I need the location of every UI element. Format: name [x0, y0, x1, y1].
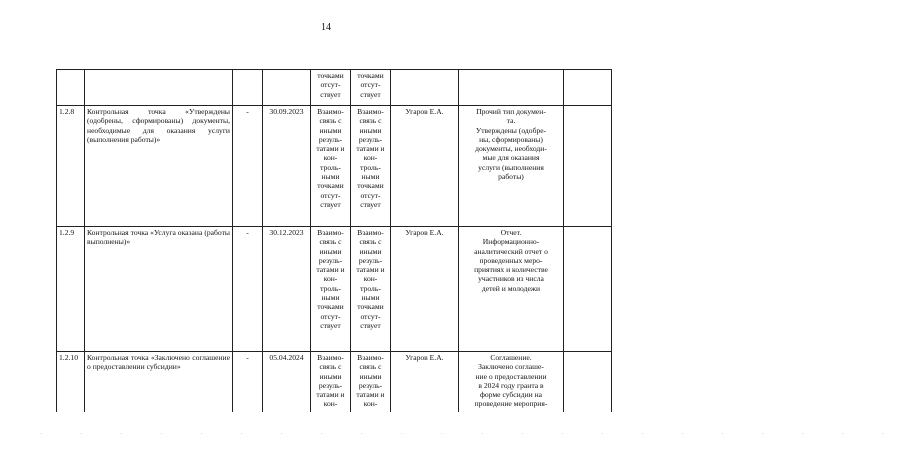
- cell-document-line: Заключено соглаше-: [478, 362, 544, 372]
- cell-name: [85, 106, 233, 227]
- cell-link-1-line: Взаимо-: [317, 107, 344, 116]
- cell-document-line: участников из числа: [478, 274, 544, 284]
- cell-link-2-line: татами и: [356, 144, 385, 154]
- cell-document-line: приятиях и количестве: [474, 265, 548, 275]
- cell-link-2-line: Взаимо-: [357, 228, 384, 237]
- cell-document-line: Отчет.: [500, 228, 522, 237]
- cell-link-2-line: связь с: [359, 237, 382, 247]
- cell-link-2-line: Взаимо-: [357, 107, 384, 116]
- cell-link-1-line: иными: [319, 246, 342, 256]
- cell-extra: [564, 70, 612, 106]
- cell-link-1-line: татами и: [316, 390, 345, 400]
- cell-link-1: [311, 227, 351, 352]
- cell-end: 30.09.2023: [263, 106, 311, 227]
- cell-link-2-line: ными: [361, 172, 380, 182]
- cell-link-1-line: татами и: [316, 144, 345, 154]
- cell-link-1-line: ствует: [320, 320, 341, 330]
- cell-link-1-line: отсут-: [320, 311, 341, 321]
- cell-link-1-line: точками: [317, 181, 344, 191]
- cell-extra: [564, 106, 612, 227]
- cell-link-2-line: ными: [361, 293, 380, 303]
- cell-responsible: Угаров Е.А.: [391, 352, 459, 412]
- cell-link-2-line: троль-: [360, 162, 381, 172]
- cell-link-2-line: связь с: [359, 362, 382, 372]
- cell-link-2-line: ствует: [360, 199, 381, 209]
- cell-document-line: ны, сформированы): [479, 134, 543, 144]
- cell-start: -: [233, 352, 263, 412]
- cell-link-1-line: троль-: [320, 162, 341, 172]
- cell-start: -: [233, 106, 263, 227]
- cell-link-1-line: троль-: [320, 283, 341, 293]
- cell-link-1-line: резуль-: [318, 134, 343, 144]
- cell-document: [459, 70, 564, 106]
- cell-document-line: услуги (выполнения: [478, 162, 544, 172]
- cell-end: 05.04.2024: [263, 352, 311, 412]
- cell-link-2-line: иными: [359, 371, 382, 381]
- link2-line: отсут-: [360, 80, 381, 90]
- cell-link-1-line: точками: [317, 302, 344, 312]
- cell-link-2-line: точками: [357, 302, 384, 312]
- cell-link-2-line: ствует: [360, 320, 381, 330]
- cell-link-1-line: кон-: [323, 399, 338, 409]
- cell-document: [459, 352, 564, 412]
- cell-document: [459, 227, 564, 352]
- cell-link-1-line: ными: [321, 172, 340, 182]
- page-number: 14: [321, 22, 331, 33]
- cell-start: -: [233, 227, 263, 352]
- table-row-continuation: [57, 70, 612, 106]
- cell-link-2-line: точками: [357, 181, 384, 191]
- cell-document-line: та.: [506, 116, 516, 126]
- cell-link-2-line: татами и: [356, 390, 385, 400]
- cell-link-1-line: резуль-: [318, 255, 343, 265]
- cell-link-1-line: Взаимо-: [317, 228, 344, 237]
- table-row: [57, 106, 612, 227]
- control-point-name: Контрольная точка «Услуга оказана (работы выполнены)»: [87, 228, 230, 247]
- cell-link-2: [351, 352, 391, 412]
- cell-responsible: [391, 70, 459, 106]
- cell-document-line: Информационно-: [482, 237, 540, 247]
- cell-document-line: Утверждены (одобре-: [475, 125, 547, 135]
- cell-document-line: в 2024 году гранта в: [478, 380, 544, 390]
- cell-document-line: форме субсидии на: [479, 390, 543, 400]
- cell-link-2: [351, 70, 391, 106]
- cell-link-1-line: связь с: [319, 237, 342, 247]
- cell-link-1-line: Взаимо-: [317, 353, 344, 362]
- table-row: [57, 352, 612, 412]
- cell-end: [263, 70, 311, 106]
- cell-document-line: детей и молодежи: [481, 283, 541, 293]
- cell-name: [85, 352, 233, 412]
- cell-link-1: [311, 106, 351, 227]
- link2-line: ствует: [360, 89, 381, 99]
- cell-link-1: [311, 70, 351, 106]
- cell-num: 1.2.9: [57, 227, 85, 352]
- cell-link-1-line: татами и: [316, 265, 345, 275]
- link2-line: точками: [357, 71, 384, 80]
- cell-document-line: ние о предоставлении: [475, 371, 547, 381]
- table-row: [57, 227, 612, 352]
- cell-link-1-line: связь с: [319, 116, 342, 126]
- cell-link-2-line: кон-: [363, 274, 378, 284]
- link1-line: ствует: [320, 89, 341, 99]
- cell-document-line: аналитический отчет о: [474, 246, 548, 256]
- cell-link-2: [351, 106, 391, 227]
- control-point-name: Контрольная точка «Утверждены (одобрены, сформированы) документы, необходимые для оказания услуги (выполнения работы)»: [87, 107, 230, 144]
- cell-link-1-line: кон-: [323, 274, 338, 284]
- cell-responsible: Угаров Е.А.: [391, 227, 459, 352]
- cell-link-2-line: иными: [359, 125, 382, 135]
- cell-link-2-line: кон-: [363, 153, 378, 163]
- cell-responsible: Угаров Е.А.: [391, 106, 459, 227]
- cell-document-line: проведение мероприя-: [474, 399, 548, 409]
- cell-document-line: работы): [498, 172, 524, 182]
- link1-line: отсут-: [320, 80, 341, 90]
- cell-link-1-line: ствует: [320, 199, 341, 209]
- cell-link-2-line: Взаимо-: [357, 353, 384, 362]
- cell-name: [85, 227, 233, 352]
- cell-end: 30.12.2023: [263, 227, 311, 352]
- scan-noise: · · · · · · · · · · · · · · · · · · · · · ·: [40, 430, 902, 438]
- cell-extra: [564, 352, 612, 412]
- cell-link-2-line: троль-: [360, 283, 381, 293]
- cell-link-1-line: кон-: [323, 153, 338, 163]
- cell-document-line: Прочий тип докумен-: [476, 107, 546, 116]
- cell-name: [85, 70, 233, 106]
- cell-document-line: мые для оказания: [482, 153, 540, 163]
- cell-link-2-line: кон-: [363, 399, 378, 409]
- cell-num: [57, 70, 85, 106]
- cell-link-1-line: резуль-: [318, 380, 343, 390]
- cell-link-1-line: иными: [319, 125, 342, 135]
- cell-link-1-line: иными: [319, 371, 342, 381]
- cell-link-2-line: резуль-: [358, 380, 383, 390]
- cell-link-2: [351, 227, 391, 352]
- cell-link-1-line: ными: [321, 293, 340, 303]
- cell-num: 1.2.10: [57, 352, 85, 412]
- cell-document-line: Соглашение.: [490, 353, 532, 362]
- control-point-name: Контрольная точка «Заключено соглашение о предоставлении субсидии»: [87, 353, 230, 372]
- link1-line: точками: [317, 71, 344, 80]
- cell-start: [233, 70, 263, 106]
- cell-num: 1.2.8: [57, 106, 85, 227]
- cell-link-2-line: отсут-: [360, 190, 381, 200]
- cell-link-1-line: отсут-: [320, 190, 341, 200]
- cell-document-line: проведенных меро-: [479, 255, 543, 265]
- cell-link-2-line: связь с: [359, 116, 382, 126]
- cell-link-1-line: связь с: [319, 362, 342, 372]
- cell-link-2-line: татами и: [356, 265, 385, 275]
- cell-link-2-line: отсут-: [360, 311, 381, 321]
- cell-link-2-line: резуль-: [358, 134, 383, 144]
- cell-extra: [564, 227, 612, 352]
- cell-document: [459, 106, 564, 227]
- control-points-table: [56, 69, 612, 412]
- cell-link-1: [311, 352, 351, 412]
- cell-document-line: документы, необходи-: [475, 144, 547, 154]
- cell-link-2-line: резуль-: [358, 255, 383, 265]
- cell-link-2-line: иными: [359, 246, 382, 256]
